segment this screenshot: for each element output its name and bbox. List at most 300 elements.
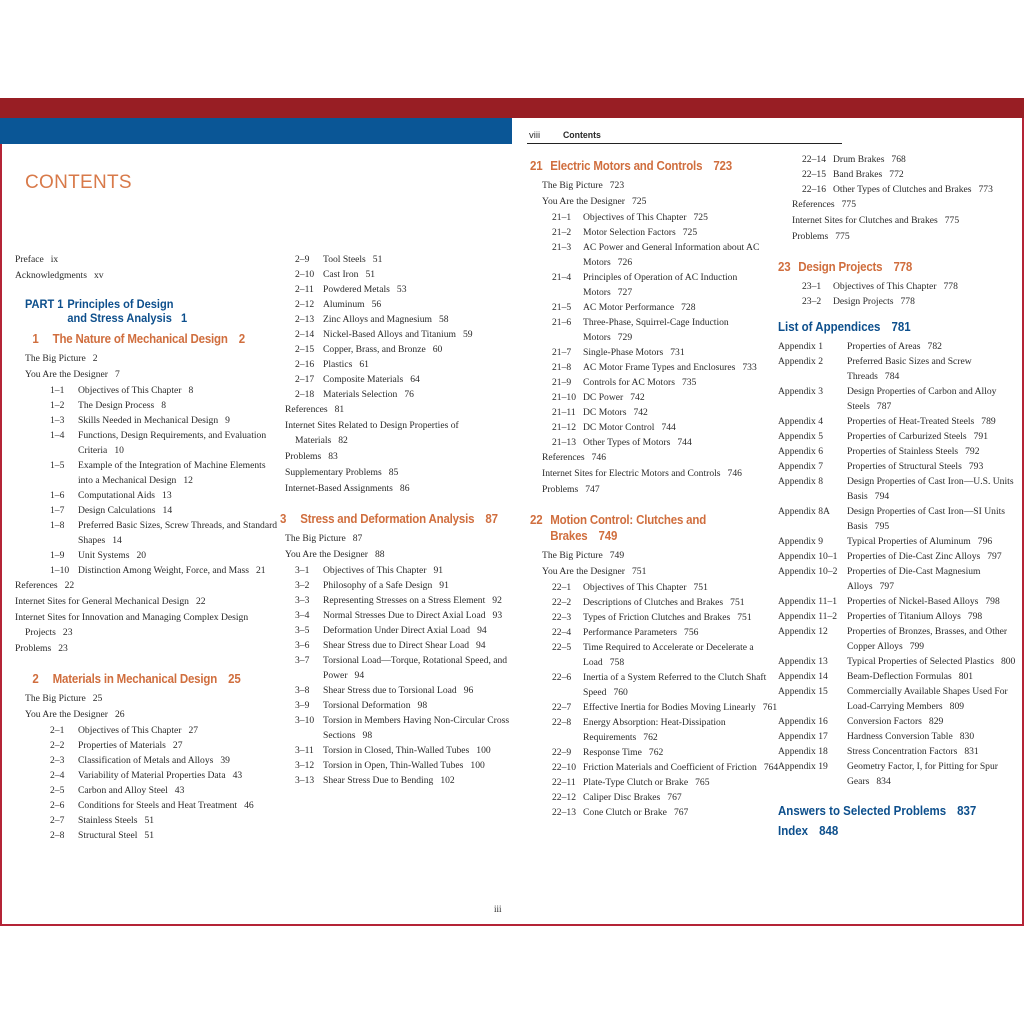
- entry-page: 725: [631, 196, 647, 207]
- toc-section[interactable]: [25, 398, 280, 413]
- toc-section[interactable]: [25, 828, 280, 843]
- toc-section[interactable]: [530, 790, 780, 805]
- section-title: Three-Phase, Squirrel-Cage Induction Motors: [583, 317, 729, 343]
- entry-title: The Big Picture: [542, 550, 603, 561]
- section-title: Time Required to Accelerate or Decelerate a Load: [583, 642, 754, 668]
- entry-page: ix: [50, 254, 59, 265]
- section-text: [323, 327, 510, 342]
- toc-section[interactable]: [530, 435, 780, 450]
- section-title: Controls for AC Motors: [583, 377, 675, 388]
- toc-entry[interactable]: [285, 402, 510, 417]
- toc-section[interactable]: [530, 625, 780, 640]
- toc-section[interactable]: [25, 768, 280, 783]
- toc-section[interactable]: [530, 640, 780, 670]
- entry-title: The Big Picture: [285, 533, 346, 544]
- toc-section[interactable]: [530, 405, 780, 420]
- toc-section[interactable]: [778, 152, 1024, 167]
- appendix-label: Appendix 9: [778, 536, 824, 547]
- section-title: Example of the Integration of Machine Elements into a Mechanical Design: [78, 460, 266, 486]
- appendix-text: [847, 354, 1024, 384]
- section-text: [583, 610, 780, 625]
- toc-entry[interactable]: [25, 351, 280, 366]
- appendix-entry[interactable]: [778, 354, 1024, 384]
- appendix-entry[interactable]: [778, 444, 1024, 459]
- section-page: 726: [617, 257, 633, 268]
- index-title: Index: [778, 824, 809, 838]
- toc-entry[interactable]: [530, 466, 780, 481]
- appendix-label: Appendix 3: [778, 386, 824, 397]
- section-text: [323, 638, 510, 653]
- chapter-title: The Nature of Mechanical Design: [52, 332, 228, 346]
- toc-entry[interactable]: [15, 610, 280, 640]
- toc-section[interactable]: [295, 578, 510, 593]
- toc-entry[interactable]: [285, 418, 510, 448]
- toc-entry[interactable]: [778, 229, 1024, 244]
- toc-section[interactable]: [530, 715, 780, 745]
- section-number: 21–13: [552, 437, 576, 448]
- appendix-label: Appendix 2: [778, 356, 824, 367]
- part-heading[interactable]: [25, 297, 260, 325]
- section-page: 744: [661, 422, 676, 433]
- part-title-line1: Principles of Design: [67, 297, 174, 311]
- appendix-entry[interactable]: [778, 654, 1024, 669]
- toc-section[interactable]: [25, 428, 280, 458]
- toc-section[interactable]: [530, 360, 780, 375]
- appendix-entry[interactable]: [778, 459, 1024, 474]
- appendix-entry[interactable]: [778, 564, 1024, 594]
- entry-page: 751: [631, 566, 647, 577]
- section-text: [583, 760, 780, 775]
- toc-section[interactable]: [530, 580, 780, 595]
- toc-section[interactable]: [295, 638, 510, 653]
- section-text: [583, 640, 780, 670]
- entry-page: 775: [841, 199, 857, 210]
- section-page: 765: [695, 777, 710, 788]
- section-text: [78, 753, 280, 768]
- section-page: 14: [112, 535, 122, 546]
- section-title: Variability of Material Properties Data: [78, 770, 226, 781]
- toc-section[interactable]: [295, 357, 510, 372]
- toc-section[interactable]: [295, 593, 510, 608]
- toc-section[interactable]: [295, 623, 510, 638]
- section-title: DC Motors: [583, 407, 627, 418]
- chapter-heading-2[interactable]: [25, 671, 260, 687]
- toc-section[interactable]: [530, 745, 780, 760]
- section-text: [78, 458, 280, 488]
- toc-section[interactable]: [295, 683, 510, 698]
- toc-section[interactable]: [295, 297, 510, 312]
- toc-entry[interactable]: [285, 449, 510, 464]
- section-title: Response Time: [583, 747, 642, 758]
- toc-section[interactable]: [778, 294, 1024, 309]
- section-text: [323, 698, 510, 713]
- section-number: 2–3: [50, 755, 65, 766]
- toc-entry[interactable]: [530, 548, 780, 563]
- section-text: [323, 372, 510, 387]
- toc-section[interactable]: [25, 383, 280, 398]
- appendix-title: Hardness Conversion Table: [847, 731, 953, 742]
- section-page: 27: [188, 725, 199, 736]
- section-page: 94: [476, 640, 486, 651]
- section-page: 728: [681, 302, 696, 313]
- part-page: 1: [181, 311, 188, 325]
- section-number: 2–7: [50, 815, 65, 826]
- appendices-heading[interactable]: [778, 319, 1004, 335]
- appendices-title: List of Appendices: [778, 320, 881, 334]
- toc-section[interactable]: [295, 758, 510, 773]
- appendix-title: Properties of Structural Steels: [847, 461, 962, 472]
- toc-section[interactable]: [295, 773, 510, 788]
- toc-section[interactable]: [778, 182, 1024, 197]
- section-title: Structural Steel: [78, 830, 138, 841]
- appendix-text: [847, 714, 1024, 729]
- toc-section[interactable]: [25, 563, 280, 578]
- toc-section[interactable]: [530, 595, 780, 610]
- toc-entry[interactable]: [25, 367, 280, 382]
- entry-title: You Are the Designer: [25, 709, 108, 720]
- toc-section[interactable]: [25, 458, 280, 488]
- section-page: 27: [172, 740, 183, 751]
- section-text: [323, 357, 510, 372]
- section-text: [583, 225, 780, 240]
- section-title: Objectives of This Chapter: [78, 725, 182, 736]
- appendix-page: 793: [968, 461, 984, 472]
- appendix-entry[interactable]: [778, 759, 1024, 789]
- section-title: Types of Friction Clutches and Brakes: [583, 612, 731, 623]
- toc-section[interactable]: [295, 743, 510, 758]
- entry-title: The Big Picture: [25, 693, 86, 704]
- section-number: 21–6: [552, 317, 572, 328]
- toc-section[interactable]: [25, 413, 280, 428]
- appendix-entry[interactable]: [778, 624, 1024, 654]
- toc-section[interactable]: [25, 783, 280, 798]
- toc-section[interactable]: [25, 738, 280, 753]
- section-number: 2–12: [295, 299, 315, 310]
- toc-section[interactable]: [25, 813, 280, 828]
- toc-section[interactable]: [530, 420, 780, 435]
- section-page: 92: [492, 595, 502, 606]
- toc-section[interactable]: [295, 342, 510, 357]
- appendix-text: [847, 624, 1024, 654]
- section-page: 751: [693, 582, 708, 593]
- section-title: Conditions for Steels and Heat Treatment: [78, 800, 238, 811]
- section-title: Composite Materials: [323, 374, 404, 385]
- section-number: 21–12: [552, 422, 576, 433]
- toc-entry[interactable]: [15, 268, 280, 283]
- section-title: AC Power and General Information about AC Motors: [583, 242, 760, 268]
- section-text: [78, 828, 280, 843]
- toc-section[interactable]: [295, 327, 510, 342]
- toc-section[interactable]: [295, 267, 510, 282]
- toc-entry[interactable]: [778, 197, 1024, 212]
- chapter-page: 778: [893, 260, 913, 274]
- appendix-entry[interactable]: [778, 684, 1024, 714]
- appendix-label: Appendix 12: [778, 626, 828, 637]
- chapter-title-line2: Brakes: [550, 529, 588, 543]
- entry-title: Acknowledgments: [15, 270, 87, 281]
- section-number: 2–10: [295, 269, 315, 280]
- toc-section[interactable]: [530, 390, 780, 405]
- section-number: 21–1: [552, 212, 572, 223]
- section-number: 3–10: [295, 715, 315, 726]
- toc-section[interactable]: [530, 270, 780, 300]
- appendix-page: 794: [874, 491, 890, 502]
- chapter-page: 2: [238, 332, 246, 346]
- toc-column-4: [778, 152, 1024, 843]
- section-title: Classification of Metals and Alloys: [78, 755, 214, 766]
- section-number: 2–13: [295, 314, 315, 325]
- toc-entry[interactable]: [25, 707, 280, 722]
- toc-section[interactable]: [295, 653, 510, 683]
- toc-entry[interactable]: [15, 252, 280, 267]
- section-page: 742: [633, 407, 648, 418]
- appendix-entry[interactable]: [778, 504, 1024, 534]
- section-text: [583, 345, 780, 360]
- toc-section[interactable]: [25, 548, 280, 563]
- toc-entry[interactable]: [285, 481, 510, 496]
- appendix-entry[interactable]: [778, 534, 1024, 549]
- appendix-text: [847, 669, 1024, 684]
- toc-section[interactable]: [25, 798, 280, 813]
- toc-entry[interactable]: [530, 178, 780, 193]
- toc-entry[interactable]: [530, 194, 780, 209]
- entry-title: Preface: [15, 254, 44, 265]
- entry-title: References: [792, 199, 835, 210]
- appendix-entry[interactable]: [778, 594, 1024, 609]
- section-text: [583, 670, 780, 700]
- toc-section[interactable]: [530, 210, 780, 225]
- toc-section[interactable]: [25, 488, 280, 503]
- toc-column-1: [15, 252, 280, 843]
- entry-page: 23: [58, 643, 68, 654]
- toc-section[interactable]: [295, 608, 510, 623]
- section-text: [583, 700, 780, 715]
- section-text: [583, 240, 780, 270]
- section-page: 725: [682, 227, 698, 238]
- section-text: [323, 758, 510, 773]
- entry-page: 23: [62, 627, 73, 638]
- chapter-heading-22[interactable]: [530, 512, 760, 544]
- entry-title: Internet Sites for General Mechanical Design: [15, 596, 189, 607]
- appendix-entry[interactable]: [778, 669, 1024, 684]
- appendix-entry[interactable]: [778, 744, 1024, 759]
- section-text: [323, 683, 510, 698]
- toc-section[interactable]: [530, 225, 780, 240]
- section-page: 767: [667, 792, 682, 803]
- toc-entry[interactable]: [285, 531, 510, 546]
- section-page: 767: [673, 807, 689, 818]
- appendix-text: [847, 504, 1024, 534]
- toc-section[interactable]: [295, 698, 510, 713]
- section-page: 756: [684, 627, 699, 638]
- section-page: 773: [978, 184, 993, 195]
- chapter-title: Materials in Mechanical Design: [52, 672, 218, 686]
- section-text: [583, 805, 780, 820]
- toc-section[interactable]: [778, 279, 1024, 294]
- section-page: 764: [763, 762, 779, 773]
- toc-section[interactable]: [25, 723, 280, 738]
- appendix-label: Appendix 17: [778, 731, 828, 742]
- section-number: 22–12: [552, 792, 576, 803]
- section-title: Cast Iron: [323, 269, 359, 280]
- section-number: 22–16: [802, 184, 826, 195]
- toc-section[interactable]: [530, 760, 780, 775]
- appendix-entry[interactable]: [778, 414, 1024, 429]
- section-number: 3–8: [295, 685, 310, 696]
- appendix-entry[interactable]: [778, 714, 1024, 729]
- section-page: 725: [693, 212, 708, 223]
- section-number: 21–9: [552, 377, 572, 388]
- toc-entry[interactable]: [778, 213, 1024, 228]
- chapter-heading-21[interactable]: [530, 158, 760, 174]
- appendix-page: 834: [876, 776, 891, 787]
- toc-section[interactable]: [530, 375, 780, 390]
- entry-page: 87: [352, 533, 363, 544]
- toc-section[interactable]: [295, 252, 510, 267]
- toc-entry[interactable]: [530, 450, 780, 465]
- section-number: 22–7: [552, 702, 572, 713]
- toc-section[interactable]: [295, 312, 510, 327]
- appendix-text: [847, 474, 1024, 504]
- appendix-entry[interactable]: [778, 384, 1024, 414]
- appendix-label: Appendix 4: [778, 416, 824, 427]
- appendix-title: Typical Properties of Aluminum: [847, 536, 971, 547]
- chapter-heading-3[interactable]: [280, 511, 498, 527]
- section-text: [323, 623, 510, 638]
- section-page: 94: [354, 670, 365, 681]
- section-text: [78, 768, 280, 783]
- section-title: The Design Process: [78, 400, 155, 411]
- appendix-title: Stress Concentration Factors: [847, 746, 958, 757]
- appendix-entry[interactable]: [778, 339, 1024, 354]
- section-number: 3–3: [295, 595, 310, 606]
- section-page: 10: [114, 445, 124, 456]
- section-title: Stainless Steels: [78, 815, 138, 826]
- section-page: 100: [476, 745, 491, 756]
- toc-entry[interactable]: [15, 578, 280, 593]
- top-red-band: [0, 98, 1024, 118]
- section-title: Torsion in Open, Thin-Walled Tubes: [323, 760, 464, 771]
- entry-page: 723: [609, 180, 625, 191]
- toc-section[interactable]: [295, 387, 510, 402]
- entry-title: Internet Sites Related to Design Properties of Materials: [285, 420, 459, 446]
- toc-entry[interactable]: [25, 691, 280, 706]
- toc-section[interactable]: [295, 372, 510, 387]
- appendix-title: Preferred Basic Sizes and Screw Threads: [847, 356, 972, 382]
- toc-entry[interactable]: [285, 547, 510, 562]
- section-number: 1–3: [50, 415, 65, 426]
- toc-entry[interactable]: [15, 641, 280, 656]
- toc-column-3: [530, 152, 780, 820]
- toc-section[interactable]: [530, 345, 780, 360]
- toc-entry[interactable]: [285, 465, 510, 480]
- appendix-entry[interactable]: [778, 729, 1024, 744]
- appendix-label: Appendix 13: [778, 656, 828, 667]
- page-title: CONTENTS: [25, 172, 132, 193]
- section-text: [323, 653, 510, 683]
- toc-section[interactable]: [25, 503, 280, 518]
- section-text: [323, 252, 510, 267]
- section-number: 22–1: [552, 582, 572, 593]
- entry-page: 775: [944, 215, 960, 226]
- toc-entry[interactable]: [530, 482, 780, 497]
- section-text: [323, 387, 510, 402]
- toc-section[interactable]: [530, 700, 780, 715]
- appendix-entry[interactable]: [778, 549, 1024, 564]
- index-heading[interactable]: [778, 823, 1004, 839]
- toc-section[interactable]: [530, 805, 780, 820]
- toc-section[interactable]: [25, 518, 280, 548]
- appendix-entry[interactable]: [778, 429, 1024, 444]
- toc-section[interactable]: [530, 315, 780, 345]
- toc-entry[interactable]: [15, 594, 280, 609]
- toc-section[interactable]: [295, 563, 510, 578]
- section-number: 1–10: [50, 565, 70, 576]
- entry-page: 82: [338, 435, 348, 446]
- section-number: 2–15: [295, 344, 315, 355]
- appendix-title: Properties of Nickel-Based Alloys: [847, 596, 979, 607]
- section-number: 2–9: [295, 254, 310, 265]
- toc-section[interactable]: [530, 300, 780, 315]
- toc-section[interactable]: [530, 240, 780, 270]
- appendix-entry[interactable]: [778, 609, 1024, 624]
- toc-section[interactable]: [295, 282, 510, 297]
- section-number: 3–12: [295, 760, 315, 771]
- appendix-entry[interactable]: [778, 474, 1024, 504]
- right-page: [512, 118, 1024, 924]
- section-title: Nickel-Based Alloys and Titanium: [323, 329, 456, 340]
- chapter-heading-1[interactable]: [25, 331, 260, 347]
- toc-section[interactable]: [25, 753, 280, 768]
- section-page: 727: [617, 287, 633, 298]
- section-text: [323, 563, 510, 578]
- section-page: 768: [891, 154, 906, 165]
- appendix-page: 782: [927, 341, 942, 352]
- section-title: Materials Selection: [323, 389, 398, 400]
- section-title: Philosophy of a Safe Design: [323, 580, 433, 591]
- section-text: [583, 210, 780, 225]
- appendix-title: Properties of Bronzes, Brasses, and Other Copper Alloys: [847, 626, 1008, 652]
- chapter-number: 1: [32, 332, 39, 346]
- section-page: 733: [742, 362, 757, 373]
- section-page: 64: [410, 374, 420, 385]
- appendix-page: 787: [876, 401, 892, 412]
- section-number: 21–4: [552, 272, 572, 283]
- toc-section[interactable]: [530, 775, 780, 790]
- section-number: 2–8: [50, 830, 65, 841]
- section-number: 2–14: [295, 329, 315, 340]
- section-title: Principles of Operation of AC Induction Motors: [583, 272, 738, 298]
- toc-section[interactable]: [778, 167, 1024, 182]
- toc-entry[interactable]: [530, 564, 780, 579]
- entry-title: You Are the Designer: [542, 196, 625, 207]
- toc-section[interactable]: [295, 713, 510, 743]
- section-number: 1–6: [50, 490, 65, 501]
- appendix-text: [847, 384, 1024, 414]
- section-number: 22–11: [552, 777, 576, 788]
- entry-page: 25: [92, 693, 103, 704]
- entry-title: You Are the Designer: [25, 369, 108, 380]
- section-number: 3–2: [295, 580, 310, 591]
- section-page: 772: [889, 169, 904, 180]
- toc-section[interactable]: [530, 610, 780, 625]
- chapter-heading-23[interactable]: [778, 259, 1004, 275]
- section-number: 21–3: [552, 242, 572, 253]
- section-text: [78, 488, 280, 503]
- toc-section[interactable]: [530, 670, 780, 700]
- answers-page: 837: [957, 804, 977, 818]
- answers-heading[interactable]: [778, 803, 1004, 819]
